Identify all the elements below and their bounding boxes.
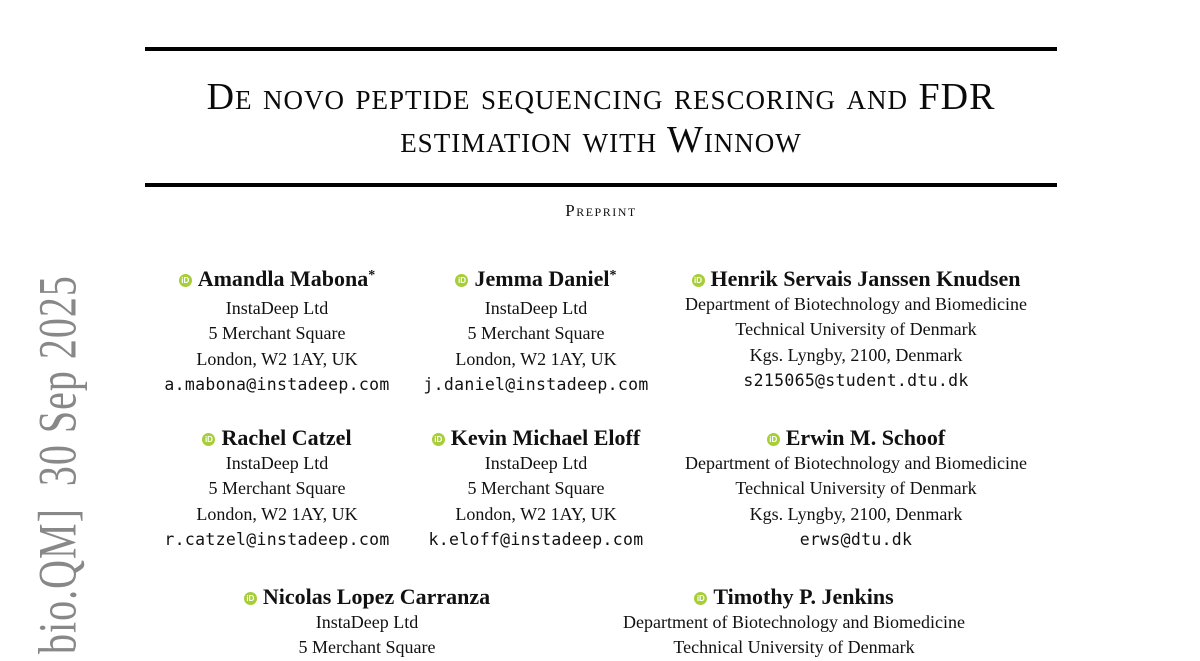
author-name: Timothy P. Jenkins: [713, 584, 894, 609]
affiliation-line: InstaDeep Ltd: [225, 297, 329, 318]
affiliation-line: 5 Merchant Square: [298, 637, 436, 657]
author-email: s215065@student.dtu.dk: [743, 371, 969, 390]
affiliation-line: 5 Merchant Square: [467, 478, 605, 498]
orcid-icon[interactable]: iD: [455, 274, 468, 287]
author-name-line: [117, 584, 617, 610]
author-name: Erwin M. Schoof: [785, 425, 946, 450]
author-email: a.mabona@instadeep.com: [164, 375, 390, 394]
orcid-icon[interactable]: iD: [692, 274, 705, 287]
author-name-line: [606, 425, 1106, 451]
author-name: Rachel Catzel: [221, 425, 352, 450]
author-name: Amandla Mabona: [197, 266, 369, 291]
affiliation-line: 5 Merchant Square: [467, 323, 605, 343]
affiliation-line: Department of Biotechnology and Biomedicine: [685, 452, 1027, 473]
author-name: Henrik Servais Janssen Knudsen: [710, 266, 1021, 291]
author-email: k.eloff@instadeep.com: [428, 530, 644, 549]
author-name: Jemma Daniel: [474, 266, 610, 291]
author-name: Kevin Michael Eloff: [450, 425, 641, 450]
author-name-line: [606, 266, 1106, 292]
orcid-icon[interactable]: iD: [432, 433, 445, 446]
author-block-timothy-jenkins: [544, 584, 1044, 661]
paper-title-line-1: De novo peptide sequencing rescoring and FDR: [206, 76, 996, 118]
title-rule-bottom: [145, 183, 1057, 187]
title-rule-top: [145, 47, 1057, 51]
affiliation-line: Technical University of Denmark: [735, 478, 977, 498]
affiliation-line: London, W2 1AY, UK: [455, 348, 617, 369]
orcid-icon[interactable]: iD: [244, 592, 257, 605]
author-email: erws@dtu.dk: [799, 530, 913, 549]
affiliation-line: Department of Biotechnology and Biomedicine: [685, 293, 1027, 314]
footnote-marker: *: [609, 268, 617, 283]
affiliation-line: London, W2 1AY, UK: [196, 348, 358, 369]
affiliation-line: InstaDeep Ltd: [315, 611, 419, 632]
arxiv-side-stamp: bio.QM] 30 Sep 2025: [26, 275, 88, 654]
affiliation-line: London, W2 1AY, UK: [196, 503, 358, 524]
paper-title-line-2: estimation with Winnow: [400, 119, 802, 161]
author-block-henrik-knudsen: [606, 266, 1106, 394]
affiliation-line: London, W2 1AY, UK: [455, 503, 617, 524]
author-name: Nicolas Lopez Carranza: [262, 584, 491, 609]
affiliation-line: Technical University of Denmark: [673, 637, 915, 657]
preprint-label: Preprint: [565, 201, 637, 220]
affiliation-line: 5 Merchant Square: [208, 323, 346, 343]
affiliation-line: InstaDeep Ltd: [484, 452, 588, 473]
orcid-icon[interactable]: iD: [179, 274, 192, 287]
orcid-icon[interactable]: iD: [694, 592, 707, 605]
author-block-nicolas-lopez-carranza: [117, 584, 617, 661]
author-name-line: [544, 584, 1044, 610]
affiliation-line: InstaDeep Ltd: [225, 452, 329, 473]
affiliation-line: Department of Biotechnology and Biomedicine: [623, 611, 965, 632]
affiliation-line: 5 Merchant Square: [208, 478, 346, 498]
footnote-marker: *: [368, 268, 376, 283]
author-email: r.catzel@instadeep.com: [164, 530, 390, 549]
affiliation-line: Kgs. Lyngby, 2100, Denmark: [749, 344, 963, 365]
affiliation-line: Kgs. Lyngby, 2100, Denmark: [749, 503, 963, 524]
author-block-erwin-schoof: [606, 425, 1106, 553]
paper-title: [145, 76, 1057, 162]
affiliation-line: Technical University of Denmark: [735, 319, 977, 339]
affiliation-line: InstaDeep Ltd: [484, 297, 588, 318]
orcid-icon[interactable]: iD: [767, 433, 780, 446]
author-email: j.daniel@instadeep.com: [423, 375, 649, 394]
orcid-icon[interactable]: iD: [202, 433, 215, 446]
